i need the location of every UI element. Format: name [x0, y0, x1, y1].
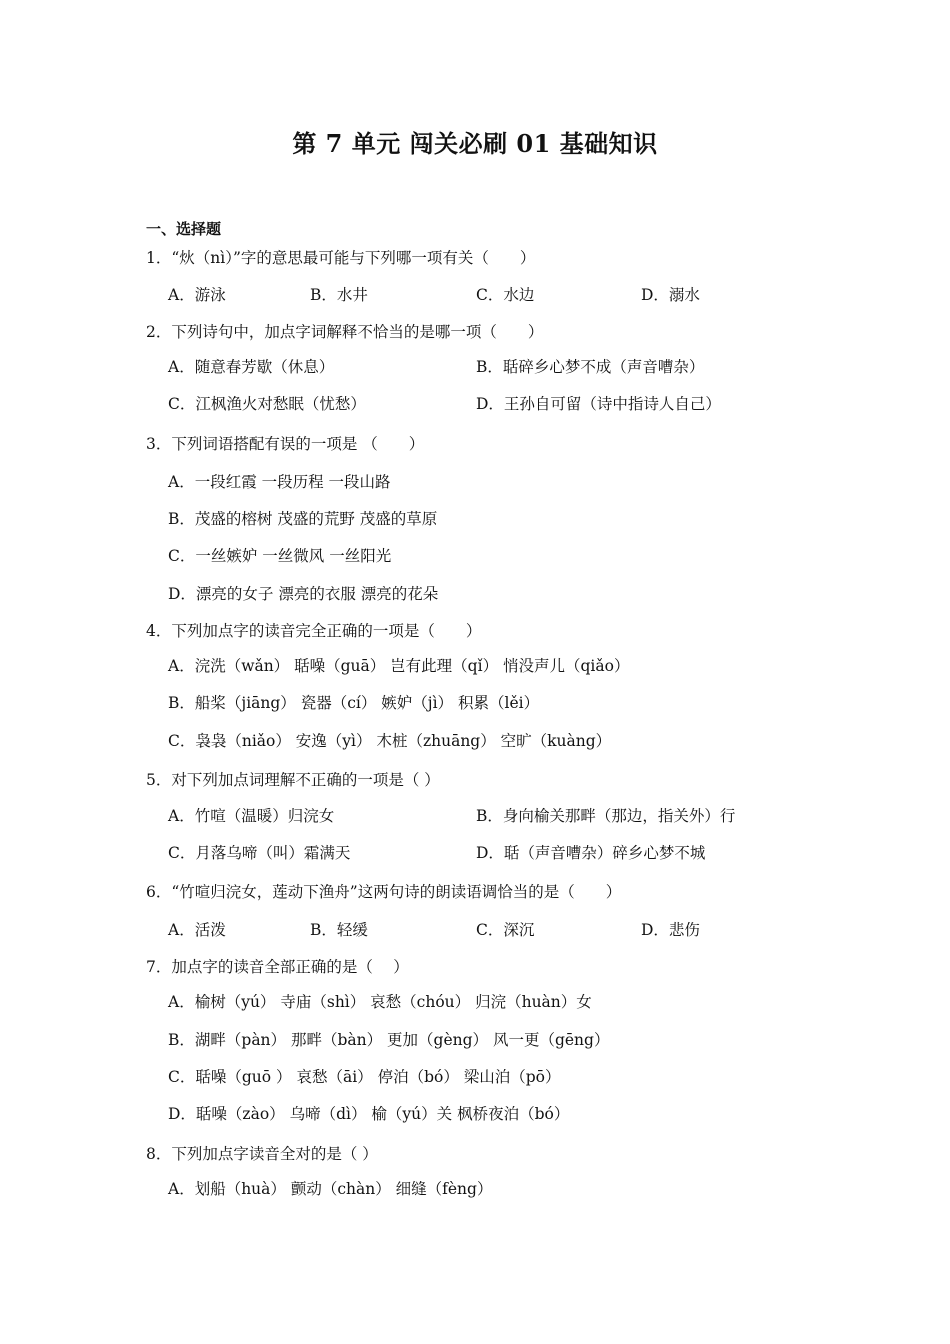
question-7-stem: 7．加点字的读音全部正确的是（ ） [146, 958, 409, 976]
q7-option-a: A．榆树（yú） 寺庙（shì） 哀愁（chóu） 归浣（huàn）女 [168, 993, 592, 1011]
q2-option-a: A．随意春芳歇（休息） [168, 358, 335, 376]
q4-option-a: A．浣洗（wǎn） 聒噪（guā） 岂有此理（qǐ） 悄没声儿（qiǎo） [168, 657, 630, 675]
q2-option-b: B．聒碎乡心梦不成（声音嘈杂） [476, 358, 705, 376]
q2-option-c: C．江枫渔火对愁眠（忧愁） [168, 395, 366, 413]
q1-option-d: D．溺水 [641, 286, 700, 304]
q5-option-c: C．月落乌啼（叫）霜满天 [168, 844, 351, 862]
q6-option-b: B．轻缓 [310, 921, 368, 939]
q7-option-b: B．湖畔（pàn） 那畔（bàn） 更加（gèng） 风一更（gēng） [168, 1031, 610, 1049]
page-title: 第 7 单元 闯关必刷 01 基础知识 [292, 129, 658, 158]
q3-option-d: D．漂亮的女子 漂亮的衣服 漂亮的花朵 [168, 585, 439, 603]
question-4-stem: 4．下列加点字的读音完全正确的一项是（ ） [146, 622, 482, 640]
q5-option-b: B．身向榆关那畔（那边，指关外）行 [476, 807, 736, 825]
q2-option-d: D．王孙自可留（诗中指诗人自己） [476, 395, 721, 413]
q1-option-a: A．游泳 [168, 286, 226, 304]
q5-option-a: A．竹喧（温暖）归浣女 [168, 807, 335, 825]
question-2-stem: 2．下列诗句中，加点字词解释不恰当的是哪一项（ ） [146, 323, 544, 341]
q1-option-b: B．水井 [310, 286, 368, 304]
q6-option-c: C．深沉 [476, 921, 535, 939]
q4-option-b: B．船桨（jiāng） 瓷器（cí） 嫉妒（jì） 积累（lěi） [168, 694, 540, 712]
q3-option-b: B．茂盛的榕树 茂盛的荒野 茂盛的草原 [168, 510, 438, 528]
question-3-stem: 3．下列词语搭配有误的一项是 （ ） [146, 435, 425, 453]
q3-option-c: C．一丝嫉妒 一丝微风 一丝阳光 [168, 547, 392, 565]
question-6-stem: 6．“竹喧归浣女，莲动下渔舟”这两句诗的朗读语调恰当的是（ ） [146, 883, 622, 901]
q6-option-d: D．悲伤 [641, 921, 700, 939]
question-1-stem: 1．“炏（nì）”字的意思最可能与下列哪一项有关（ ） [146, 249, 536, 267]
q8-option-a: A．划船（huà） 颤动（chàn） 细缝（fèng） [168, 1180, 493, 1198]
q3-option-a: A．一段红霞 一段历程 一段山路 [168, 473, 391, 491]
q6-option-a: A．活泼 [168, 921, 226, 939]
section-heading: 一、选择题 [146, 220, 222, 238]
q7-option-c: C．聒噪（guō ） 哀愁（āi） 停泊（bó） 梁山泊（pō） [168, 1068, 561, 1086]
question-8-stem: 8．下列加点字读音全对的是（ ） [146, 1145, 378, 1163]
question-5-stem: 5．对下列加点词理解不正确的一项是（ ） [146, 771, 440, 789]
q1-option-c: C．水边 [476, 286, 535, 304]
q5-option-d: D．聒（声音嘈杂）碎乡心梦不城 [476, 844, 706, 862]
q4-option-c: C．袅袅（niǎo） 安逸（yì） 木桩（zhuāng） 空旷（kuàng） [168, 732, 612, 750]
q7-option-d: D．聒噪（zào） 乌啼（dì） 榆（yú）关 枫桥夜泊（bó） [168, 1105, 570, 1123]
